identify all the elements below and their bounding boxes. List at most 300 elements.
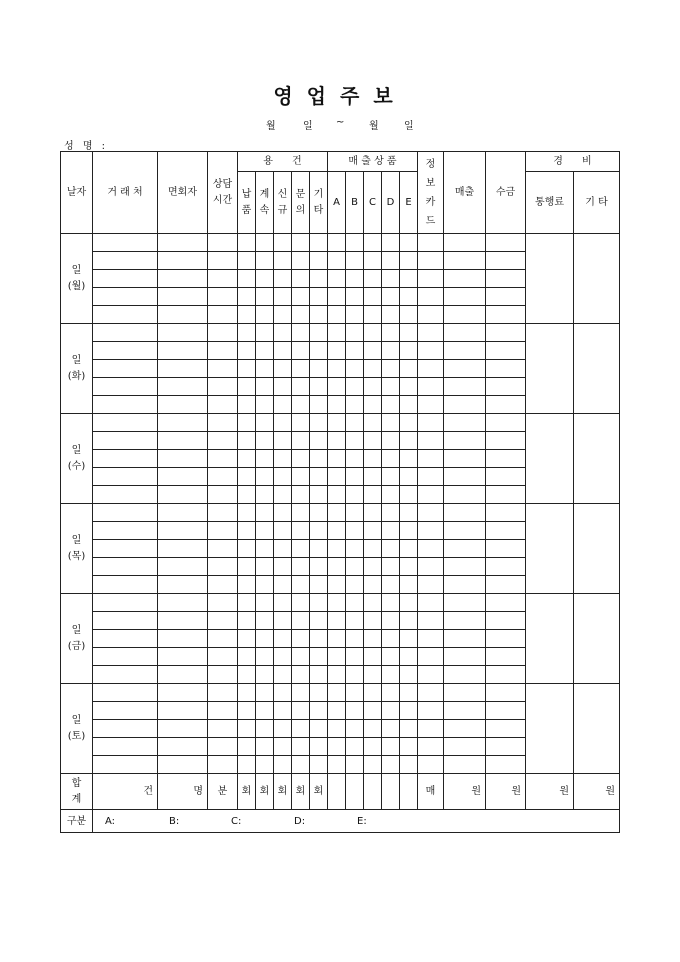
entry-cell[interactable] [238, 360, 256, 378]
entry-cell[interactable] [238, 648, 256, 666]
summary-times-other[interactable]: 회 [310, 774, 328, 810]
classification-item-a[interactable]: A: [105, 815, 116, 827]
entry-cell[interactable] [364, 360, 382, 378]
entry-cell[interactable] [382, 468, 400, 486]
entry-cell[interactable] [486, 738, 526, 756]
entry-cell[interactable] [93, 738, 158, 756]
summary-other-won[interactable]: 원 [574, 774, 620, 810]
entry-cell[interactable] [346, 684, 364, 702]
entry-cell[interactable] [310, 504, 328, 522]
entry-cell[interactable] [238, 702, 256, 720]
entry-cell[interactable] [274, 342, 292, 360]
entry-cell[interactable] [208, 540, 238, 558]
entry-cell[interactable] [310, 324, 328, 342]
entry-cell[interactable] [364, 306, 382, 324]
entry-cell[interactable] [158, 558, 208, 576]
entry-cell[interactable] [158, 594, 208, 612]
entry-cell[interactable] [310, 576, 328, 594]
entry-cell[interactable] [274, 450, 292, 468]
entry-cell[interactable] [346, 324, 364, 342]
entry-cell[interactable] [310, 396, 328, 414]
entry-cell[interactable] [292, 468, 310, 486]
entry-cell[interactable] [400, 306, 418, 324]
entry-cell[interactable] [486, 702, 526, 720]
entry-cell[interactable] [93, 720, 158, 738]
entry-cell[interactable] [400, 396, 418, 414]
entry-cell[interactable] [382, 288, 400, 306]
entry-cell[interactable] [238, 540, 256, 558]
entry-cell[interactable] [382, 342, 400, 360]
entry-cell[interactable] [274, 306, 292, 324]
entry-cell[interactable] [364, 324, 382, 342]
entry-cell[interactable] [400, 360, 418, 378]
summary-product-c[interactable] [364, 774, 382, 810]
entry-cell[interactable] [486, 612, 526, 630]
entry-cell[interactable] [158, 504, 208, 522]
entry-cell[interactable] [400, 414, 418, 432]
entry-cell[interactable] [274, 360, 292, 378]
entry-cell[interactable] [256, 288, 274, 306]
entry-cell[interactable] [346, 342, 364, 360]
entry-cell[interactable] [256, 756, 274, 774]
entry-cell[interactable] [208, 630, 238, 648]
entry-cell[interactable] [274, 594, 292, 612]
entry-cell[interactable] [208, 504, 238, 522]
entry-cell[interactable] [444, 738, 486, 756]
entry-cell[interactable] [328, 234, 346, 252]
entry-cell[interactable] [486, 648, 526, 666]
entry-cell[interactable] [418, 738, 444, 756]
entry-cell[interactable] [256, 684, 274, 702]
entry-cell[interactable] [382, 396, 400, 414]
entry-cell[interactable] [93, 450, 158, 468]
entry-cell[interactable] [256, 630, 274, 648]
entry-cell[interactable] [208, 594, 238, 612]
entry-cell[interactable] [400, 684, 418, 702]
entry-cell[interactable] [364, 468, 382, 486]
summary-product-d[interactable] [382, 774, 400, 810]
summary-cases[interactable]: 건 [93, 774, 158, 810]
entry-cell[interactable] [444, 432, 486, 450]
entry-cell[interactable] [444, 270, 486, 288]
entry-cell[interactable] [93, 522, 158, 540]
entry-cell[interactable] [93, 432, 158, 450]
entry-cell[interactable] [208, 576, 238, 594]
entry-cell[interactable] [93, 288, 158, 306]
entry-cell[interactable] [208, 270, 238, 288]
entry-cell[interactable] [274, 414, 292, 432]
entry-cell[interactable] [208, 378, 238, 396]
entry-cell[interactable] [256, 360, 274, 378]
entry-cell[interactable] [158, 324, 208, 342]
entry-cell[interactable] [310, 612, 328, 630]
entry-cell[interactable] [444, 450, 486, 468]
entry-cell[interactable] [444, 360, 486, 378]
entry-cell[interactable] [400, 522, 418, 540]
entry-cell[interactable] [238, 630, 256, 648]
entry-cell[interactable] [238, 504, 256, 522]
entry-cell[interactable] [238, 342, 256, 360]
entry-cell[interactable] [93, 270, 158, 288]
entry-cell[interactable] [292, 594, 310, 612]
entry-cell[interactable] [364, 648, 382, 666]
entry-cell[interactable] [400, 630, 418, 648]
entry-cell[interactable] [444, 252, 486, 270]
entry-cell[interactable] [444, 504, 486, 522]
entry-cell[interactable] [292, 432, 310, 450]
entry-cell[interactable] [310, 540, 328, 558]
entry-cell[interactable] [256, 414, 274, 432]
entry-cell[interactable] [328, 612, 346, 630]
entry-cell[interactable] [238, 594, 256, 612]
entry-cell[interactable] [364, 414, 382, 432]
entry-cell[interactable] [364, 558, 382, 576]
entry-cell[interactable] [328, 756, 346, 774]
entry-cell[interactable] [444, 666, 486, 684]
entry-cell[interactable] [292, 630, 310, 648]
summary-times-continuing[interactable]: 회 [256, 774, 274, 810]
entry-cell[interactable] [328, 558, 346, 576]
entry-cell[interactable] [444, 684, 486, 702]
entry-cell[interactable] [418, 288, 444, 306]
entry-cell[interactable] [93, 252, 158, 270]
summary-collection-won[interactable]: 원 [486, 774, 526, 810]
entry-cell[interactable] [256, 666, 274, 684]
entry-cell[interactable] [364, 630, 382, 648]
entry-cell[interactable] [292, 756, 310, 774]
entry-cell[interactable] [364, 756, 382, 774]
expense-other-cell[interactable] [574, 234, 620, 324]
entry-cell[interactable] [208, 558, 238, 576]
entry-cell[interactable] [400, 486, 418, 504]
entry-cell[interactable] [158, 252, 208, 270]
entry-cell[interactable] [486, 234, 526, 252]
entry-cell[interactable] [238, 684, 256, 702]
entry-cell[interactable] [274, 252, 292, 270]
entry-cell[interactable] [208, 234, 238, 252]
entry-cell[interactable] [292, 486, 310, 504]
entry-cell[interactable] [256, 468, 274, 486]
entry-cell[interactable] [418, 378, 444, 396]
entry-cell[interactable] [382, 540, 400, 558]
entry-cell[interactable] [292, 576, 310, 594]
entry-cell[interactable] [93, 648, 158, 666]
entry-cell[interactable] [310, 648, 328, 666]
entry-cell[interactable] [418, 486, 444, 504]
classification-item-e[interactable]: E: [357, 815, 367, 827]
entry-cell[interactable] [346, 756, 364, 774]
entry-cell[interactable] [486, 378, 526, 396]
entry-cell[interactable] [292, 738, 310, 756]
entry-cell[interactable] [256, 342, 274, 360]
entry-cell[interactable] [158, 630, 208, 648]
entry-cell[interactable] [346, 450, 364, 468]
entry-cell[interactable] [364, 738, 382, 756]
entry-cell[interactable] [292, 540, 310, 558]
entry-cell[interactable] [346, 576, 364, 594]
entry-cell[interactable] [486, 342, 526, 360]
entry-cell[interactable] [328, 576, 346, 594]
entry-cell[interactable] [292, 522, 310, 540]
entry-cell[interactable] [274, 468, 292, 486]
entry-cell[interactable] [158, 414, 208, 432]
entry-cell[interactable] [310, 486, 328, 504]
entry-cell[interactable] [364, 432, 382, 450]
entry-cell[interactable] [93, 540, 158, 558]
entry-cell[interactable] [418, 252, 444, 270]
entry-cell[interactable] [328, 738, 346, 756]
entry-cell[interactable] [328, 666, 346, 684]
entry-cell[interactable] [292, 270, 310, 288]
entry-cell[interactable] [93, 468, 158, 486]
entry-cell[interactable] [346, 630, 364, 648]
entry-cell[interactable] [292, 234, 310, 252]
entry-cell[interactable] [310, 756, 328, 774]
entry-cell[interactable] [93, 684, 158, 702]
entry-cell[interactable] [418, 558, 444, 576]
entry-cell[interactable] [346, 270, 364, 288]
entry-cell[interactable] [418, 540, 444, 558]
entry-cell[interactable] [93, 702, 158, 720]
entry-cell[interactable] [346, 486, 364, 504]
entry-cell[interactable] [382, 234, 400, 252]
entry-cell[interactable] [93, 666, 158, 684]
entry-cell[interactable] [256, 234, 274, 252]
entry-cell[interactable] [238, 468, 256, 486]
entry-cell[interactable] [364, 486, 382, 504]
entry-cell[interactable] [310, 414, 328, 432]
entry-cell[interactable] [274, 702, 292, 720]
entry-cell[interactable] [328, 468, 346, 486]
entry-cell[interactable] [238, 738, 256, 756]
entry-cell[interactable] [93, 234, 158, 252]
entry-cell[interactable] [328, 324, 346, 342]
entry-cell[interactable] [256, 576, 274, 594]
entry-cell[interactable] [364, 234, 382, 252]
entry-cell[interactable] [444, 612, 486, 630]
entry-cell[interactable] [364, 342, 382, 360]
entry-cell[interactable] [328, 252, 346, 270]
entry-cell[interactable] [208, 666, 238, 684]
entry-cell[interactable] [274, 288, 292, 306]
entry-cell[interactable] [444, 594, 486, 612]
entry-cell[interactable] [382, 684, 400, 702]
entry-cell[interactable] [382, 720, 400, 738]
entry-cell[interactable] [238, 486, 256, 504]
entry-cell[interactable] [274, 558, 292, 576]
entry-cell[interactable] [382, 270, 400, 288]
entry-cell[interactable] [418, 270, 444, 288]
entry-cell[interactable] [93, 324, 158, 342]
entry-cell[interactable] [382, 612, 400, 630]
entry-cell[interactable] [238, 432, 256, 450]
entry-cell[interactable] [274, 540, 292, 558]
entry-cell[interactable] [292, 720, 310, 738]
entry-cell[interactable] [310, 666, 328, 684]
entry-cell[interactable] [158, 432, 208, 450]
entry-cell[interactable] [346, 522, 364, 540]
entry-cell[interactable] [346, 738, 364, 756]
entry-cell[interactable] [486, 594, 526, 612]
entry-cell[interactable] [274, 612, 292, 630]
entry-cell[interactable] [418, 630, 444, 648]
entry-cell[interactable] [238, 378, 256, 396]
entry-cell[interactable] [364, 522, 382, 540]
entry-cell[interactable] [274, 396, 292, 414]
entry-cell[interactable] [418, 594, 444, 612]
entry-cell[interactable] [444, 378, 486, 396]
entry-cell[interactable] [418, 684, 444, 702]
entry-cell[interactable] [256, 720, 274, 738]
entry-cell[interactable] [158, 360, 208, 378]
entry-cell[interactable] [208, 342, 238, 360]
entry-cell[interactable] [486, 306, 526, 324]
entry-cell[interactable] [486, 684, 526, 702]
entry-cell[interactable] [208, 684, 238, 702]
entry-cell[interactable] [238, 612, 256, 630]
entry-cell[interactable] [364, 396, 382, 414]
entry-cell[interactable] [346, 540, 364, 558]
entry-cell[interactable] [93, 414, 158, 432]
entry-cell[interactable] [310, 360, 328, 378]
entry-cell[interactable] [208, 396, 238, 414]
entry-cell[interactable] [418, 360, 444, 378]
entry-cell[interactable] [400, 648, 418, 666]
entry-cell[interactable] [208, 450, 238, 468]
entry-cell[interactable] [208, 702, 238, 720]
entry-cell[interactable] [486, 360, 526, 378]
entry-cell[interactable] [418, 342, 444, 360]
entry-cell[interactable] [444, 486, 486, 504]
entry-cell[interactable] [346, 360, 364, 378]
entry-cell[interactable] [274, 378, 292, 396]
entry-cell[interactable] [256, 252, 274, 270]
entry-cell[interactable] [238, 522, 256, 540]
entry-cell[interactable] [486, 468, 526, 486]
expense-toll-cell[interactable] [526, 504, 574, 594]
entry-cell[interactable] [346, 720, 364, 738]
entry-cell[interactable] [444, 288, 486, 306]
entry-cell[interactable] [238, 234, 256, 252]
entry-cell[interactable] [93, 558, 158, 576]
entry-cell[interactable] [158, 306, 208, 324]
entry-cell[interactable] [400, 252, 418, 270]
entry-cell[interactable] [256, 540, 274, 558]
entry-cell[interactable] [486, 396, 526, 414]
entry-cell[interactable] [274, 684, 292, 702]
entry-cell[interactable] [346, 378, 364, 396]
entry-cell[interactable] [310, 288, 328, 306]
entry-cell[interactable] [158, 756, 208, 774]
entry-cell[interactable] [444, 702, 486, 720]
entry-cell[interactable] [444, 342, 486, 360]
entry-cell[interactable] [364, 252, 382, 270]
entry-cell[interactable] [238, 252, 256, 270]
entry-cell[interactable] [382, 702, 400, 720]
entry-cell[interactable] [444, 540, 486, 558]
entry-cell[interactable] [274, 522, 292, 540]
entry-cell[interactable] [486, 540, 526, 558]
entry-cell[interactable] [292, 396, 310, 414]
entry-cell[interactable] [256, 486, 274, 504]
entry-cell[interactable] [292, 342, 310, 360]
entry-cell[interactable] [382, 558, 400, 576]
entry-cell[interactable] [400, 576, 418, 594]
entry-cell[interactable] [93, 342, 158, 360]
entry-cell[interactable] [328, 648, 346, 666]
entry-cell[interactable] [418, 414, 444, 432]
entry-cell[interactable] [158, 738, 208, 756]
entry-cell[interactable] [486, 324, 526, 342]
entry-cell[interactable] [382, 450, 400, 468]
entry-cell[interactable] [346, 306, 364, 324]
entry-cell[interactable] [486, 486, 526, 504]
entry-cell[interactable] [400, 324, 418, 342]
entry-cell[interactable] [364, 576, 382, 594]
entry-cell[interactable] [382, 630, 400, 648]
entry-cell[interactable] [274, 648, 292, 666]
entry-cell[interactable] [382, 576, 400, 594]
expense-toll-cell[interactable] [526, 324, 574, 414]
entry-cell[interactable] [364, 450, 382, 468]
entry-cell[interactable] [208, 468, 238, 486]
entry-cell[interactable] [93, 756, 158, 774]
entry-cell[interactable] [238, 450, 256, 468]
entry-cell[interactable] [486, 756, 526, 774]
entry-cell[interactable] [444, 414, 486, 432]
entry-cell[interactable] [418, 324, 444, 342]
entry-cell[interactable] [382, 432, 400, 450]
entry-cell[interactable] [418, 468, 444, 486]
entry-cell[interactable] [93, 360, 158, 378]
entry-cell[interactable] [310, 252, 328, 270]
entry-cell[interactable] [310, 630, 328, 648]
entry-cell[interactable] [382, 594, 400, 612]
entry-cell[interactable] [238, 324, 256, 342]
entry-cell[interactable] [382, 738, 400, 756]
entry-cell[interactable] [364, 594, 382, 612]
entry-cell[interactable] [256, 738, 274, 756]
entry-cell[interactable] [382, 666, 400, 684]
entry-cell[interactable] [208, 648, 238, 666]
entry-cell[interactable] [310, 684, 328, 702]
entry-cell[interactable] [93, 594, 158, 612]
entry-cell[interactable] [418, 432, 444, 450]
entry-cell[interactable] [382, 756, 400, 774]
entry-cell[interactable] [274, 576, 292, 594]
entry-cell[interactable] [158, 522, 208, 540]
entry-cell[interactable] [444, 396, 486, 414]
entry-cell[interactable] [486, 414, 526, 432]
summary-product-a[interactable] [328, 774, 346, 810]
entry-cell[interactable] [328, 288, 346, 306]
entry-cell[interactable] [400, 666, 418, 684]
entry-cell[interactable] [418, 756, 444, 774]
entry-cell[interactable] [256, 306, 274, 324]
entry-cell[interactable] [93, 612, 158, 630]
entry-cell[interactable] [310, 468, 328, 486]
entry-cell[interactable] [292, 666, 310, 684]
entry-cell[interactable] [418, 396, 444, 414]
entry-cell[interactable] [400, 738, 418, 756]
entry-cell[interactable] [93, 396, 158, 414]
entry-cell[interactable] [328, 702, 346, 720]
expense-other-cell[interactable] [574, 324, 620, 414]
entry-cell[interactable] [328, 684, 346, 702]
entry-cell[interactable] [274, 720, 292, 738]
entry-cell[interactable] [158, 270, 208, 288]
entry-cell[interactable] [208, 432, 238, 450]
